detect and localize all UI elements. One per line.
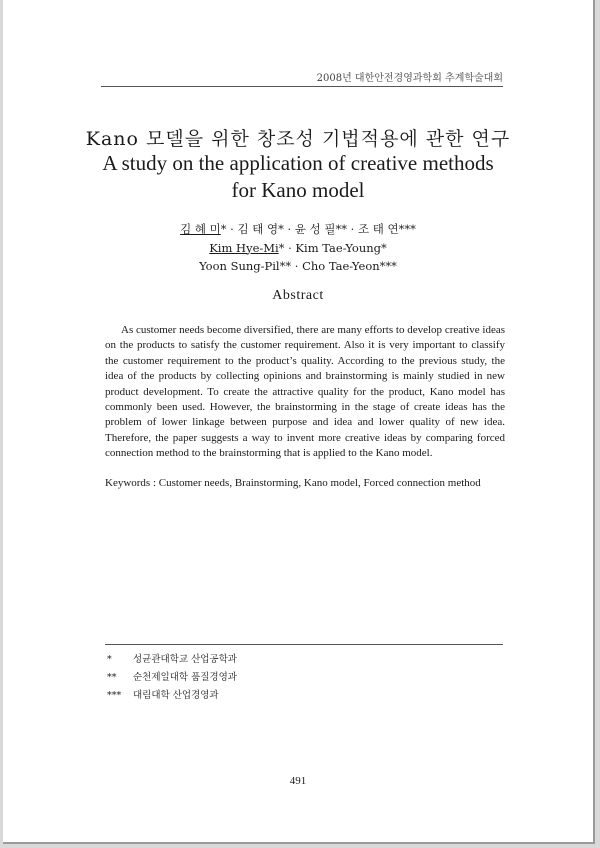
title-english <box>3 150 593 204</box>
abstract-heading: Abstract <box>272 288 324 303</box>
paper-page <box>3 0 595 844</box>
authors-english-line-2: Yoon Sung-Pil** · Cho Tae-Yeon*** <box>199 259 397 273</box>
footnote <box>107 651 237 669</box>
footnote-text: 성균관대학교 산업공학과 <box>133 654 237 665</box>
authors-korean <box>3 220 593 239</box>
footnote <box>107 687 237 705</box>
page-number: 491 <box>289 775 307 787</box>
title-english-line-2: for Kano model <box>231 178 365 202</box>
title-korean: Kano 모델을 위한 창조성 기법적용에 관한 연구 <box>85 128 511 150</box>
footnote-mark: *** <box>107 690 122 701</box>
footnote-mark: * <box>107 654 112 665</box>
running-head: 2008년 대한안전경영과학회 추계학술대회 <box>316 73 503 84</box>
authors-english-line-1 <box>3 239 593 258</box>
authors-korean-rest: * · 김 태 영* · 윤 성 필** · 조 태 연*** <box>220 222 416 236</box>
footnote-rule <box>105 644 503 645</box>
author-korean-first: 김 혜 미 <box>180 222 221 236</box>
footnote-text: 순천제일대학 품질경영과 <box>133 672 237 683</box>
footnote-text: 대림대학 산업경영과 <box>133 690 219 701</box>
author-block <box>3 220 593 276</box>
title-english-line-1: A study on the application of creative methods <box>102 151 494 175</box>
authors-english-rest: * · Kim Tae-Young* <box>278 240 387 255</box>
footnote-mark: ** <box>107 672 117 683</box>
author-english-first: Kim Hye-Mi <box>209 240 279 255</box>
abstract-text: As customer needs become diversified, there are many efforts to develop creative ideas on the products to satisfy the customer requirement. Also it is very important to classify the customer requirement to the product’s quality. According to the previous study, the idea of the products by collecting opinions and brainstorming is mainly studied in new product development. To create the attractive quality for the product, Kano model has commonly been used. However, the brainstorming in the stage of create ideas has the problem of lower linkage between purpose and idea and lower quality of new idea. Therefore, the paper suggests a way to invent more creative ideas by comparing forced connection method to the brainstorming that is applied to the Kano model. <box>105 324 505 460</box>
header-rule <box>101 86 503 87</box>
footnote <box>107 669 237 687</box>
footnotes <box>107 651 237 705</box>
keywords: Keywords : Customer needs, Brainstorming, Kano model, Forced connection method <box>105 477 481 489</box>
